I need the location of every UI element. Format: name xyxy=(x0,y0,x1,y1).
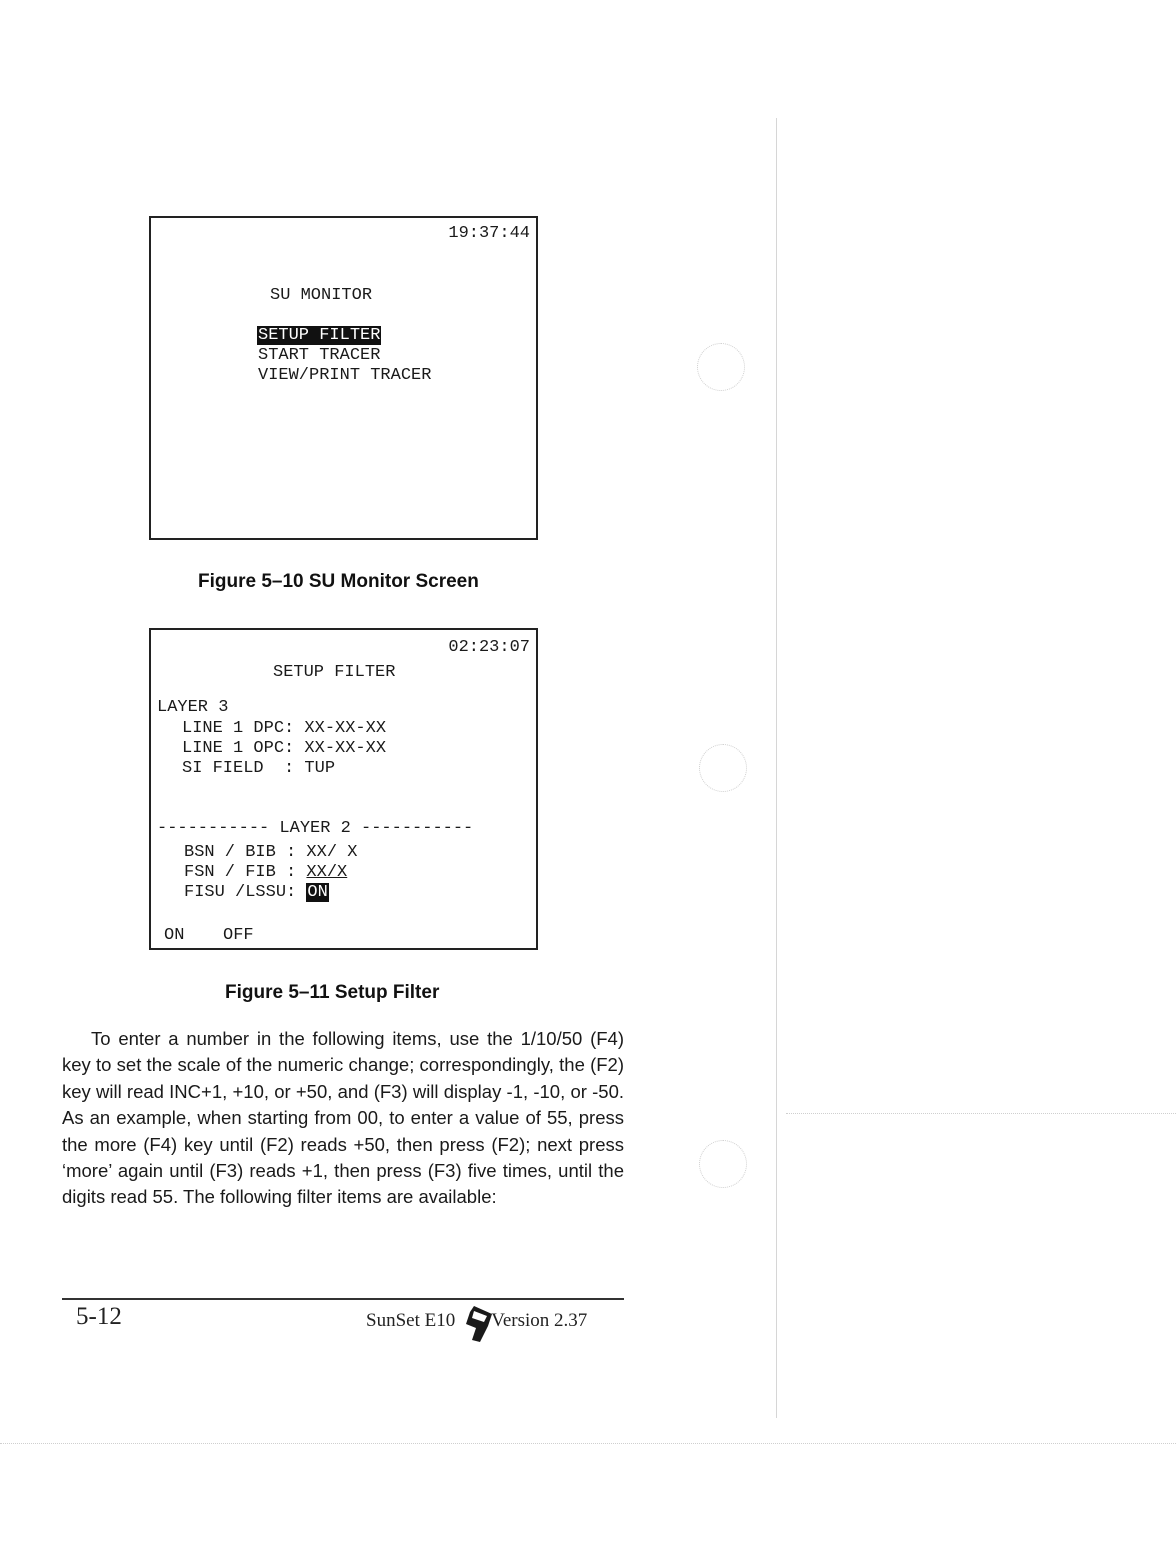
scan-edge-line xyxy=(0,1443,1176,1444)
screen-title: SETUP FILTER xyxy=(273,663,396,682)
product-name: SunSet E10 xyxy=(366,1310,456,1331)
layer3-label: LAYER 3 xyxy=(157,698,229,717)
line1-dpc-row[interactable]: LINE 1 DPC: XX-XX-XX xyxy=(182,719,387,738)
softkey-on[interactable]: ON xyxy=(164,926,185,945)
product-version: Version 2.37 xyxy=(491,1310,588,1331)
si-field-row[interactable]: SI FIELD : TUP xyxy=(182,759,336,778)
bsn-bib-row[interactable]: BSN / BIB : XX/ X xyxy=(184,843,358,862)
su-monitor-screen xyxy=(149,216,538,540)
menu-item-label: SETUP FILTER xyxy=(258,326,381,345)
screen-title: SU MONITOR xyxy=(270,286,373,305)
softkey-off[interactable]: OFF xyxy=(223,926,254,945)
line1-opc-row[interactable]: LINE 1 OPC: XX-XX-XX xyxy=(182,739,387,758)
fisu-lssu-row[interactable] xyxy=(184,883,329,902)
figure-caption-5-11: Figure 5–11 Setup Filter xyxy=(225,982,440,1003)
menu-item-start-tracer[interactable]: START TRACER xyxy=(258,346,381,365)
fsn-fib-value: XX/X xyxy=(306,863,348,882)
fsn-fib-row[interactable] xyxy=(184,863,347,882)
binding-line xyxy=(776,118,777,1418)
punch-hole xyxy=(697,343,745,391)
menu-item-setup-filter[interactable] xyxy=(257,326,381,345)
setup-filter-screen xyxy=(149,628,538,950)
menu-item-view-print-tracer[interactable]: VIEW/PRINT TRACER xyxy=(258,366,432,385)
fisu-lssu-value: ON xyxy=(307,883,328,902)
body-paragraph: To enter a number in the following items, use the 1/10/50 (F4) key to set the scale of the numeric change; correspondingly, the (F2) key will read INC+1, +10, or +50, and (F3) will display -1, -10, or -50. As an example, when starting from 00, to enter a value of 55, press the more (F4) key until (F2) reads +50, then press (F2); next press ‘more’ again until (F3) reads +1, then press (F3) five times, until the digits read 55. The following filter items are available: xyxy=(62,1028,624,1208)
fsn-fib-label: FSN / FIB : xyxy=(184,863,307,882)
page-number: 5-12 xyxy=(76,1303,122,1330)
punch-hole xyxy=(699,744,747,792)
figure-caption-5-10: Figure 5–10 SU Monitor Screen xyxy=(198,571,479,592)
clock-readout: 19:37:44 xyxy=(448,224,530,243)
layer2-divider: ----------- LAYER 2 ----------- xyxy=(157,819,474,838)
handset-icon xyxy=(462,1304,496,1344)
clock-readout: 02:23:07 xyxy=(448,638,530,657)
footer-rule xyxy=(62,1298,624,1300)
punch-hole xyxy=(699,1140,747,1188)
fisu-lssu-label: FISU /LSSU: xyxy=(184,883,307,902)
scan-edge-line xyxy=(786,1113,1176,1114)
